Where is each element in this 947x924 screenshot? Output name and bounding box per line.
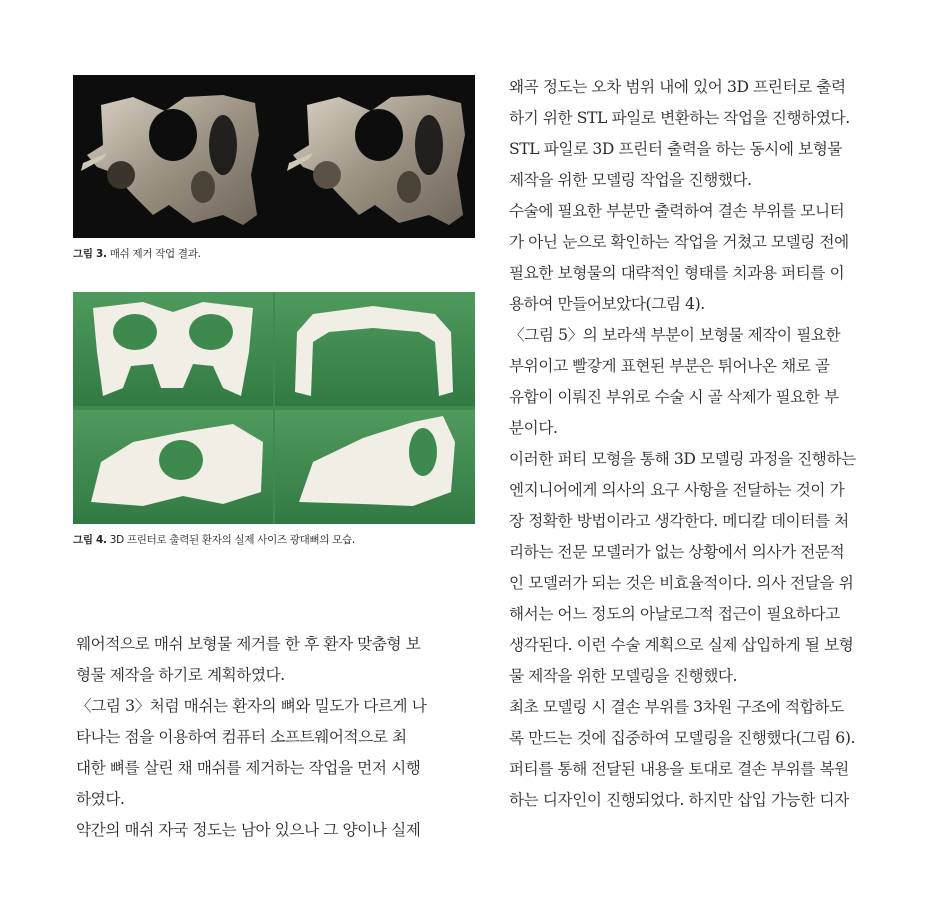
- paragraph-line: 필요한 보형물의 대략적인 형태를 치과용 퍼티를 이: [509, 264, 845, 282]
- paragraph-line: STL 파일로 3D 프린터 출력을 하는 동시에 보형물: [509, 140, 843, 158]
- paragraph-line: 해서는 어느 정도의 아날로그적 접근이 필요하다고: [509, 605, 840, 623]
- paragraph-line: 형물 제작을 하기로 계획하였다.: [76, 666, 285, 684]
- paragraph-line: 록 만드는 것에 집중하여 모델링을 진행했다(그림 6).: [509, 729, 856, 747]
- paragraph-line: 이러한 퍼티 모형을 통해 3D 모델링 과정을 진행하는: [509, 450, 856, 468]
- skull-render-right: [287, 95, 465, 225]
- paragraph-line: 대한 뼈를 살린 채 매쉬를 제거하는 작업을 먼저 시행: [76, 759, 421, 777]
- figure-3-caption-label: 그림 3.: [73, 248, 107, 260]
- paragraph-line: 약간의 매쉬 자국 정도는 남아 있으나 그 양이나 실제: [76, 821, 421, 839]
- left-column-text: [76, 629, 476, 846]
- paragraph-line: 분이다.: [509, 419, 558, 437]
- paragraph-line: 퍼티를 통해 전달된 내용을 토대로 결손 부위를 복원: [509, 760, 849, 778]
- printed-bone-photos: [73, 292, 475, 524]
- paragraph-line: 물 제작을 위한 모델링을 진행했다.: [509, 667, 738, 685]
- figure-3-caption-text: 매쉬 제거 작업 결과.: [109, 248, 201, 260]
- paragraph-line: 리하는 전문 모델러가 없는 상황에서 의사가 전문적: [509, 543, 845, 561]
- paragraph-line: 최초 모델링 시 결손 부위를 3차원 구조에 적합하도: [509, 698, 844, 716]
- paragraph-line: 웨어적으로 매쉬 보형물 제거를 한 후 환자 맞춤형 보: [76, 635, 421, 653]
- paragraph-line: 제작을 위한 모델링 작업을 진행했다.: [509, 171, 752, 189]
- paragraph-line: 하기 위한 STL 파일로 변환하는 작업을 진행하였다.: [509, 109, 850, 127]
- paragraph-line: 용하여 만들어보았다(그림 4).: [509, 295, 705, 313]
- paragraph-line: 〈그림 5〉의 보라색 부분이 보형물 제작이 필요한: [509, 326, 841, 344]
- figure-4-caption: [73, 532, 355, 547]
- skull-render-left: [81, 95, 259, 225]
- right-column-text: [509, 72, 909, 816]
- paragraph-line: 가 아닌 눈으로 확인하는 작업을 거쳤고 모델링 전에: [509, 233, 849, 251]
- paragraph-line: 왜곡 정도는 오차 범위 내에 있어 3D 프린터로 출력: [509, 78, 846, 96]
- bone-model-front: [93, 302, 253, 396]
- paragraph-line: 부위이고 빨갛게 표현된 부분은 튀어나온 채로 골: [509, 357, 830, 375]
- figure-3-image: [73, 75, 475, 238]
- mesh-removal-render: [73, 75, 475, 238]
- paragraph-line: 하는 디자인이 진행되었다. 하지만 삽입 가능한 디자: [509, 791, 849, 809]
- paragraph-line: 장 정확한 방법이라고 생각한다. 메디칼 데이터를 처: [509, 512, 849, 530]
- paragraph-line: 하였다.: [76, 790, 125, 808]
- paragraph-line: 수술에 필요한 부분만 출력하여 결손 부위를 모니터: [509, 202, 845, 220]
- figure-4-caption-label: 그림 4.: [73, 534, 107, 546]
- paragraph-line: 〈그림 3〉처럼 매쉬는 환자의 뼈와 밀도가 다르게 나: [76, 697, 427, 715]
- paragraph-line: 타나는 점을 이용하여 컴퓨터 소프트웨어적으로 최: [76, 728, 407, 746]
- paragraph-line: 엔지니어에게 의사의 요구 사항을 전달하는 것이 가: [509, 481, 845, 499]
- figure-3-caption: [73, 246, 201, 261]
- figure-4-image: [73, 292, 475, 524]
- paragraph-line: 인 모델러가 되는 것은 비효율적이다. 의사 전달을 위: [509, 574, 854, 592]
- paragraph-line: 생각된다. 이런 수술 계획으로 실제 삽입하게 될 보형: [509, 636, 854, 654]
- paragraph-line: 유합이 이뤄진 부위로 수술 시 골 삭제가 필요한 부: [509, 388, 839, 406]
- figure-4-caption-text: 3D 프린터로 출력된 환자의 실제 사이즈 광대뼈의 모습.: [109, 534, 355, 546]
